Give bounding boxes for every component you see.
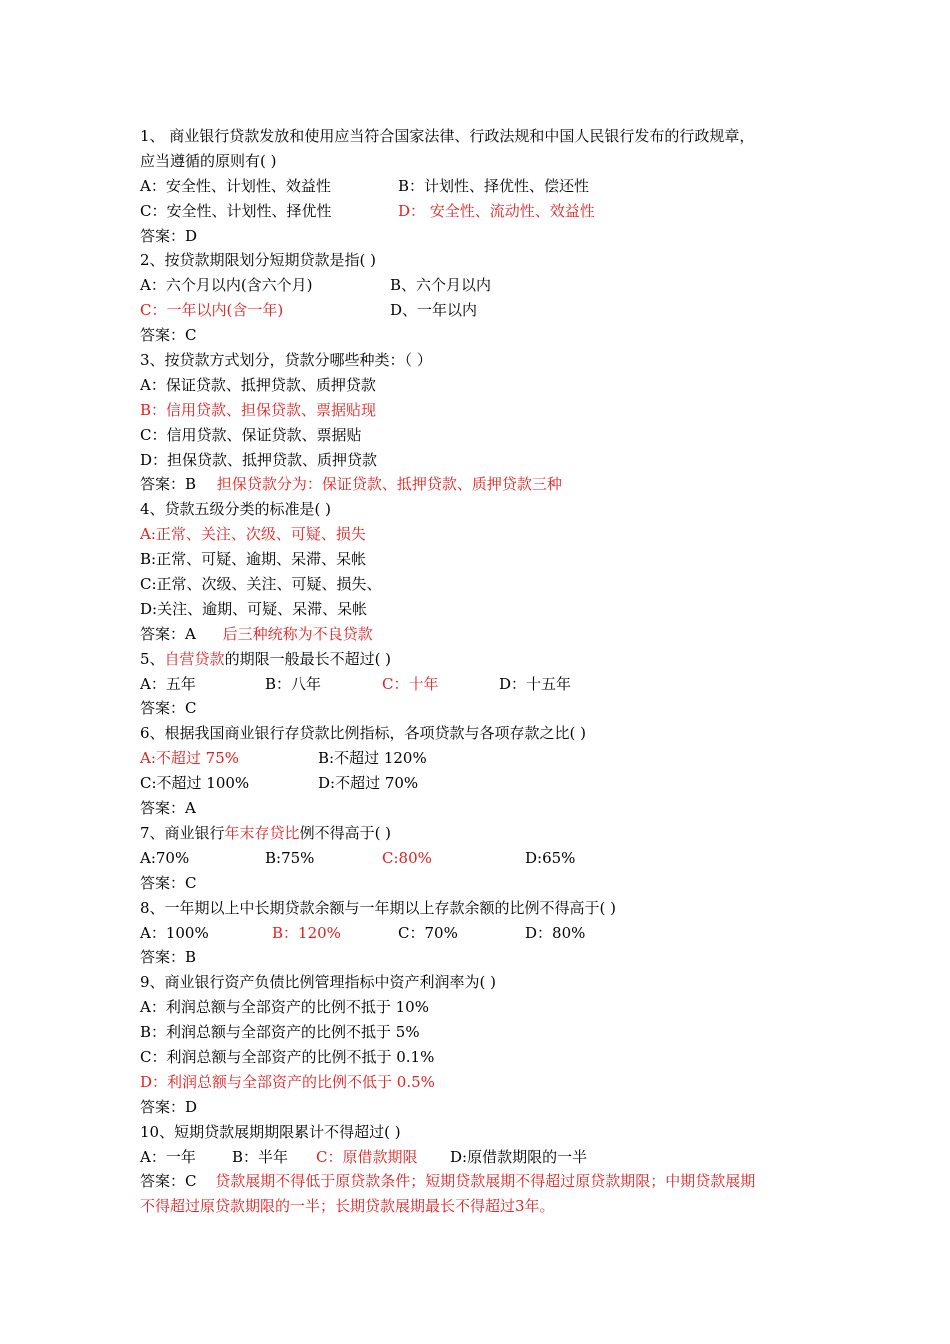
question-5-stem-highlight: 自营贷款 — [164, 649, 225, 668]
option-b: B：计划性、择优性、偿还性 — [398, 176, 590, 195]
question-4-stem: 4、贷款五级分类的标准是( ) — [140, 500, 332, 519]
question-4-answer: 答案：A — [140, 624, 196, 643]
question-10-answer-line — [140, 1169, 820, 1194]
option-b: B:不超过 120% — [318, 749, 427, 768]
question-9-stem: 9、商业银行资产负债比例管理指标中资产利润率为( ) — [140, 973, 497, 992]
question-3-answer-line — [140, 472, 820, 497]
question-1-answer: 答案：D — [140, 226, 198, 245]
option-c: C:不超过 100% — [140, 774, 250, 793]
option-a: A:70% — [140, 848, 190, 867]
question-7-answer: 答案：C — [140, 873, 197, 892]
question-5-answer: 答案：C — [140, 699, 197, 718]
option-c: C：70% — [398, 923, 458, 942]
option-c: C：原借款期限 — [316, 1147, 418, 1166]
option-b: B、六个月以内 — [390, 276, 492, 295]
question-4-answer-line — [140, 622, 820, 647]
question-3-stem: 3、按贷款方式划分，贷款分哪些种类：（ ） — [140, 351, 432, 370]
question-3-option-c: C：信用贷款、保证贷款、票据贴 — [140, 425, 362, 444]
question-3-option-d: D：担保贷款、抵押贷款、质押贷款 — [140, 450, 378, 469]
option-a: A：一年 — [140, 1147, 196, 1166]
question-10-options — [140, 1145, 820, 1170]
question-8-answer: 答案：B — [140, 948, 197, 967]
option-d: D:原借款期限的一半 — [450, 1147, 588, 1166]
question-10-note: 贷款展期不得低于原贷款条件；短期贷款展期不得超过原贷款期限；中期贷款展期 — [215, 1172, 756, 1191]
question-2-stem: 2、按贷款期限划分短期贷款是指( ) — [140, 251, 377, 270]
question-10-answer: 答案：C — [140, 1172, 197, 1191]
question-10-note-line-2: 不得超过原贷款期限的一半；长期贷款展期最长不得超过3年。 — [140, 1197, 555, 1216]
question-7-options — [140, 846, 820, 871]
question-1-stem-line-2: 应当遵循的原则有( ) — [140, 151, 277, 170]
question-4-option-c: C:正常、次级、关注、可疑、损失、 — [140, 575, 382, 594]
option-b: B：120% — [272, 923, 341, 942]
question-6-options-cd — [140, 771, 820, 796]
option-a: A:不超过 75% — [140, 749, 239, 768]
question-9-option-a: A：利润总额与全部资产的比例不抵于 10% — [140, 998, 429, 1017]
option-d: D：十五年 — [499, 674, 572, 693]
question-9-option-b: B：利润总额与全部资产的比例不抵于 5% — [140, 1023, 420, 1042]
option-b: B：八年 — [265, 674, 322, 693]
question-1-stem-line-1: 1、 商业银行贷款发放和使用应当符合国家法律、行政法规和中国人民银行发布的行政规章， — [140, 127, 755, 145]
question-10-stem: 10、短期贷款展期期限累计不得超过( ) — [140, 1122, 401, 1141]
question-3-note: 担保贷款分为：保证贷款、抵押贷款、质押贷款三种 — [216, 475, 562, 494]
question-2-options-ab — [140, 273, 820, 298]
question-6-answer: 答案：A — [140, 799, 196, 818]
option-b: B:75% — [265, 848, 315, 867]
question-6-stem: 6、根据我国商业银行存贷款比例指标，各项贷款与各项存款之比( ) — [140, 724, 587, 743]
question-4-option-d: D:关注、逾期、可疑、呆滞、呆帐 — [140, 599, 368, 618]
question-3-answer: 答案：B — [140, 475, 197, 494]
question-4-option-a: A:正常、关注、次级、可疑、损失 — [140, 525, 366, 544]
option-c: C:80% — [382, 848, 432, 867]
question-5-stem-pre: 5、 — [140, 649, 165, 668]
option-b: B：半年 — [232, 1147, 289, 1166]
question-list — [140, 124, 820, 1219]
question-8-stem: 8、一年期以上中长期贷款余额与一年期以上存款余额的比例不得高于( ) — [140, 898, 617, 917]
question-2-options-cd — [140, 298, 820, 323]
question-3-option-a: A：保证贷款、抵押贷款、质押贷款 — [140, 375, 376, 394]
option-d: D：80% — [525, 923, 586, 942]
option-c: C：十年 — [382, 674, 439, 693]
question-4-note: 后三种统称为不良贷款 — [222, 624, 373, 643]
question-8-options — [140, 921, 820, 946]
option-a: A：五年 — [140, 674, 196, 693]
question-3-option-b: B：信用贷款、担保贷款、票据贴现 — [140, 400, 377, 419]
option-c: C：一年以内(含一年) — [140, 301, 284, 320]
question-9-option-c: C：利润总额与全部资产的比例不抵于 0.1% — [140, 1047, 435, 1066]
question-9-answer: 答案：D — [140, 1097, 198, 1116]
question-7-stem-post: 例不得高于( ) — [299, 823, 392, 842]
question-2-answer: 答案：C — [140, 326, 197, 345]
option-d: D、一年以内 — [390, 301, 478, 320]
question-1-options-ab — [140, 174, 820, 199]
option-d: D： 安全性、流动性、效益性 — [398, 201, 595, 220]
option-c: C：安全性、计划性、择优性 — [140, 201, 332, 220]
option-d: D:不超过 70% — [318, 774, 419, 793]
question-7-stem-highlight: 年末存贷比 — [224, 823, 300, 842]
question-1-options-cd — [140, 199, 820, 224]
question-4-option-b: B:正常、可疑、逾期、呆滞、呆帐 — [140, 550, 367, 569]
question-9-option-d: D：利润总额与全部资产的比例不低于 0.5% — [140, 1072, 435, 1091]
question-5-options — [140, 672, 820, 697]
option-a: A：六个月以内(含六个月) — [140, 276, 313, 295]
option-a: A：100% — [140, 923, 209, 942]
question-5-stem-post: 的期限一般最长不超过( ) — [224, 649, 392, 668]
question-7-stem — [140, 821, 820, 846]
question-6-options-ab — [140, 746, 820, 771]
question-7-stem-pre: 7、商业银行 — [140, 823, 225, 842]
question-5-stem — [140, 647, 820, 672]
option-a: A：安全性、计划性、效益性 — [140, 176, 331, 195]
option-d: D:65% — [525, 848, 576, 867]
